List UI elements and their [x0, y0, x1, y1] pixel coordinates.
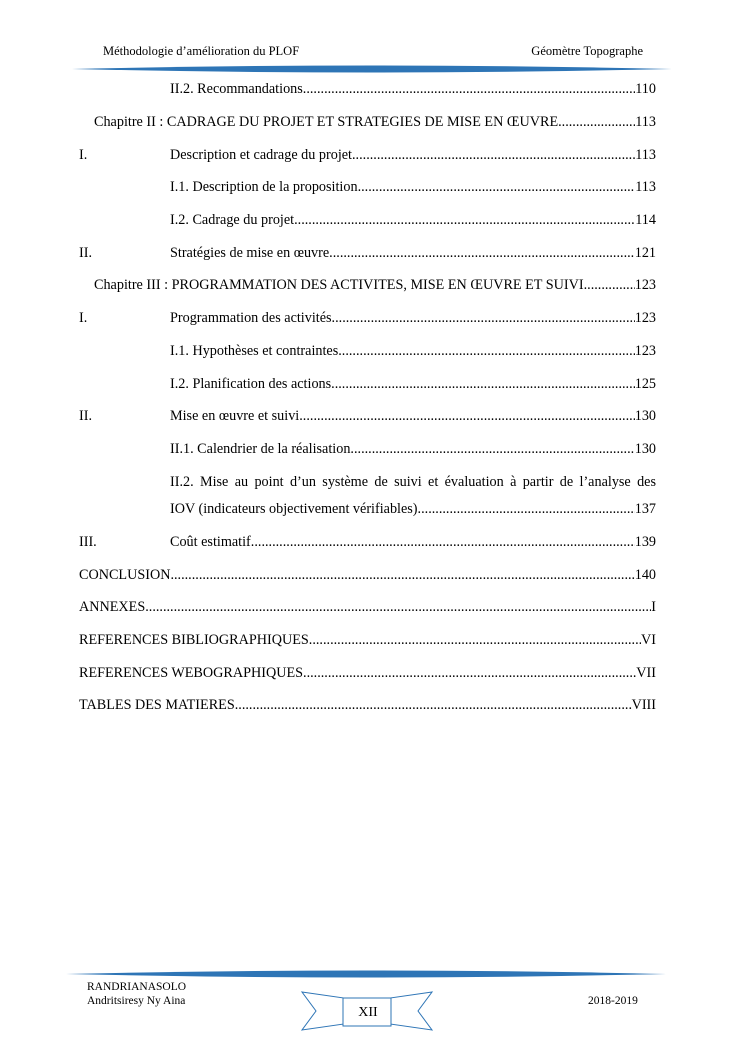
toc-page: 123: [634, 277, 656, 293]
toc-row[interactable]: [79, 79, 656, 99]
toc-leader: [350, 439, 634, 459]
toc-page: 110: [635, 81, 656, 97]
toc-leader: [352, 145, 635, 165]
toc-title: I.1. Hypothèses et contraintes: [170, 343, 339, 359]
footer-rule: [66, 968, 666, 980]
toc-leader: [358, 177, 636, 197]
toc-leader: [251, 532, 635, 552]
toc-number: I.: [79, 310, 88, 326]
toc-page: VIII: [631, 697, 656, 713]
toc-page: 125: [634, 376, 656, 392]
footer-author-surname: RANDRIANASOLO: [87, 981, 187, 993]
toc-page: VII: [636, 665, 656, 681]
toc-row-chapter[interactable]: [79, 112, 656, 132]
toc-row[interactable]: [79, 597, 656, 617]
toc-row[interactable]: [79, 439, 656, 459]
toc-leader: [332, 308, 635, 328]
toc-page: 114: [635, 212, 656, 228]
toc-title: IOV (indicateurs objectivement vérifiables): [170, 501, 418, 517]
toc-page: 130: [634, 408, 656, 424]
toc-row[interactable]: [79, 532, 656, 552]
toc-title: Description et cadrage du projet: [170, 147, 352, 163]
toc-row[interactable]: [79, 177, 656, 197]
toc-leader: [558, 112, 635, 132]
toc-page: 137: [634, 501, 656, 517]
toc-page: 113: [635, 147, 656, 163]
toc-page: VI: [641, 632, 656, 648]
toc-title: Programmation des activités: [170, 310, 332, 326]
toc-title: II.2. Recommandations: [170, 81, 303, 97]
toc-number: I.: [79, 147, 88, 163]
toc-leader: [145, 597, 651, 617]
toc-title: Stratégies de mise en œuvre: [170, 245, 330, 261]
toc-row[interactable]: [79, 406, 656, 426]
toc-title: REFERENCES WEBOGRAPHIQUES: [79, 665, 304, 681]
toc-leader: [235, 695, 632, 715]
footer-year: 2018-2019: [588, 995, 638, 1007]
toc-title: II.1. Calendrier de la réalisation: [170, 441, 351, 457]
toc-title: CONCLUSION: [79, 567, 171, 583]
toc-row[interactable]: [79, 243, 656, 263]
toc-page: 113: [635, 179, 656, 195]
footer-author-firstname: Andritsiresy Ny Aina: [87, 995, 186, 1007]
toc-row[interactable]: [79, 663, 656, 683]
toc-leader: [584, 275, 635, 295]
toc-page: 130: [634, 441, 656, 457]
toc-leader: [303, 79, 635, 99]
toc-row[interactable]: [79, 630, 656, 650]
toc-leader: [170, 565, 634, 585]
toc-leader: [309, 630, 641, 650]
toc-title: ANNEXES: [79, 599, 146, 615]
toc-title: TABLES DES MATIERES: [79, 697, 235, 713]
toc-page: 140: [634, 567, 656, 583]
toc-page: 121: [634, 245, 656, 261]
toc-page: 123: [634, 343, 656, 359]
toc-row[interactable]: [79, 145, 656, 165]
toc-row[interactable]: [79, 341, 656, 361]
toc-page: 123: [634, 310, 656, 326]
toc-title: I.1. Description de la proposition: [170, 179, 358, 195]
header-rule: [72, 63, 672, 75]
header-program: Géomètre Topographe: [531, 44, 643, 58]
toc-row-chapter[interactable]: [79, 275, 656, 295]
toc-row[interactable]: [79, 565, 656, 585]
toc-title: Mise en œuvre et suivi: [170, 408, 300, 424]
toc-leader: [294, 210, 635, 230]
header-document-title: Méthodologie d’amélioration du PLOF: [103, 44, 300, 58]
toc-leader: [299, 406, 634, 426]
toc-title: I.2. Cadrage du projet: [170, 212, 295, 228]
toc-leader: [303, 663, 636, 683]
toc-title: Coût estimatif: [170, 534, 251, 550]
footer-page-number: XII: [358, 1005, 378, 1020]
toc-title: I.2. Planification des actions: [170, 376, 332, 392]
toc-number: II.: [79, 408, 92, 424]
toc-page: 139: [634, 534, 656, 550]
toc-title: Chapitre III : PROGRAMMATION DES ACTIVITES, MISE EN ŒUVRE ET SUIVI: [94, 277, 584, 293]
toc-row[interactable]: [79, 374, 656, 394]
toc-number: III.: [79, 534, 97, 550]
toc-page: 113: [635, 114, 656, 130]
toc-row[interactable]: [79, 210, 656, 230]
toc-title-line1: II.2. Mise au point d’un système de suivi et évaluation à partir de l’analyse des: [170, 474, 656, 490]
toc-leader: [329, 243, 635, 263]
toc-leader: [331, 374, 635, 394]
toc-row[interactable]: [79, 695, 656, 715]
toc-row-multiline[interactable]: [79, 472, 656, 526]
toc-leader: [418, 499, 635, 519]
toc-number: II.: [79, 245, 92, 261]
toc-title: REFERENCES BIBLIOGRAPHIQUES: [79, 632, 309, 648]
toc-leader: [338, 341, 634, 361]
toc-page: I: [651, 599, 656, 615]
toc-title: Chapitre II : CADRAGE DU PROJET ET STRATEGIES DE MISE EN ŒUVRE: [94, 114, 559, 130]
toc-row[interactable]: [79, 308, 656, 328]
